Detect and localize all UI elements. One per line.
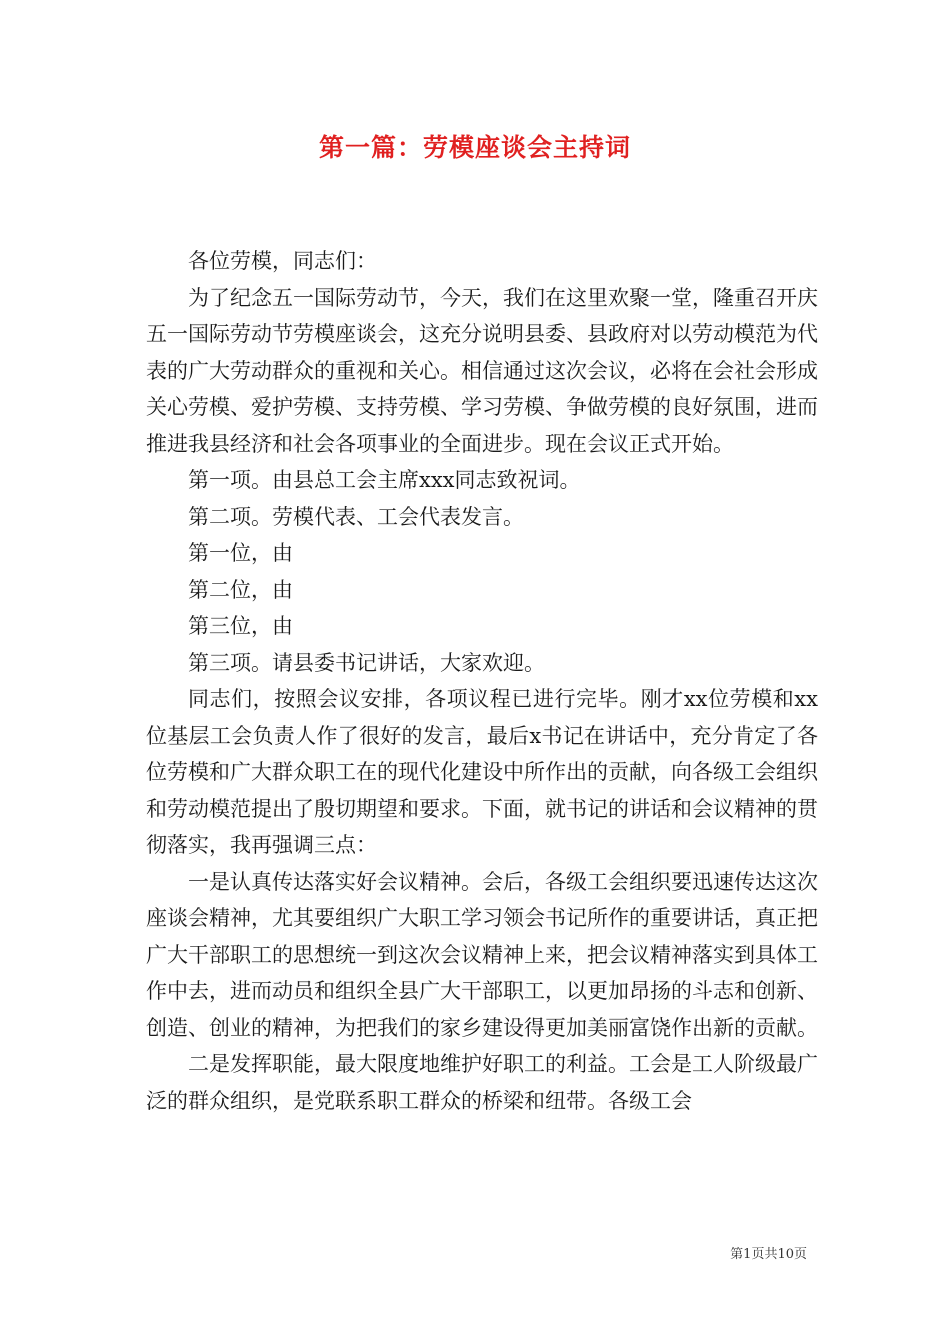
speaker-2: 第二位，由 <box>188 577 293 602</box>
summary-paragraph: 同志们，按照会议安排，各项议程已进行完毕。刚才xx位劳模和xx位基层工会负责人作了很好的发言，最后x书记在讲话中，充分肯定了各位劳模和广大群众职工在的现代化建设中所作出的贡献，向各级工会组织和劳动模范提出了殷切期望和要求。下面，就书记的讲话和会议精神的贯彻落实，我再强调三点： <box>146 687 818 857</box>
agenda-item-3: 第三项。请县委书记讲话，大家欢迎。 <box>188 650 545 675</box>
page-footer: 第1页共10页 <box>730 1247 807 1262</box>
opening-paragraph: 为了纪念五一国际劳动节，今天，我们在这里欢聚一堂，隆重召开庆五一国际劳动节劳模座谈会，这充分说明县委、县政府对以劳动模范为代表的广大劳动群众的重视和关心。相信通过这次会议，必将在会社会形成关心劳模、爱护劳模、支持劳模、学习劳模、争做劳模的良好氛围，进而推进我县经济和社会各项事业的全面进步。现在会议正式开始。 <box>146 285 818 456</box>
point-one-paragraph: 一是认真传达落实好会议精神。会后，各级工会组织要迅速传达这次座谈会精神，尤其要组织广大职工学习领会书记所作的重要讲话，真正把广大干部职工的思想统一到这次会议精神上来，把会议精神落实到具体工作中去，进而动员和组织全县广大干部职工，以更加昂扬的斗志和创新、创造、创业的精神，为把我们的家乡建设得更加美丽富饶作出新的贡献。 <box>146 869 818 1040</box>
agenda-item-1: 第一项。由县总工会主席xxx同志致祝词。 <box>188 468 581 492</box>
point-two-paragraph: 二是发挥职能，最大限度地维护好职工的利益。工会是工人阶级最广泛的群众组织，是党联系职工群众的桥梁和纽带。各级工会 <box>146 1052 818 1113</box>
speaker-1: 第一位，由 <box>188 541 293 565</box>
speaker-3: 第三位，由 <box>188 614 293 638</box>
greeting-paragraph: 各位劳模，同志们： <box>188 249 377 273</box>
document-title: 第一篇：劳模座谈会主持词 <box>318 133 631 162</box>
agenda-item-2: 第二项。劳模代表、工会代表发言。 <box>188 504 524 529</box>
document-body <box>146 243 818 1119</box>
